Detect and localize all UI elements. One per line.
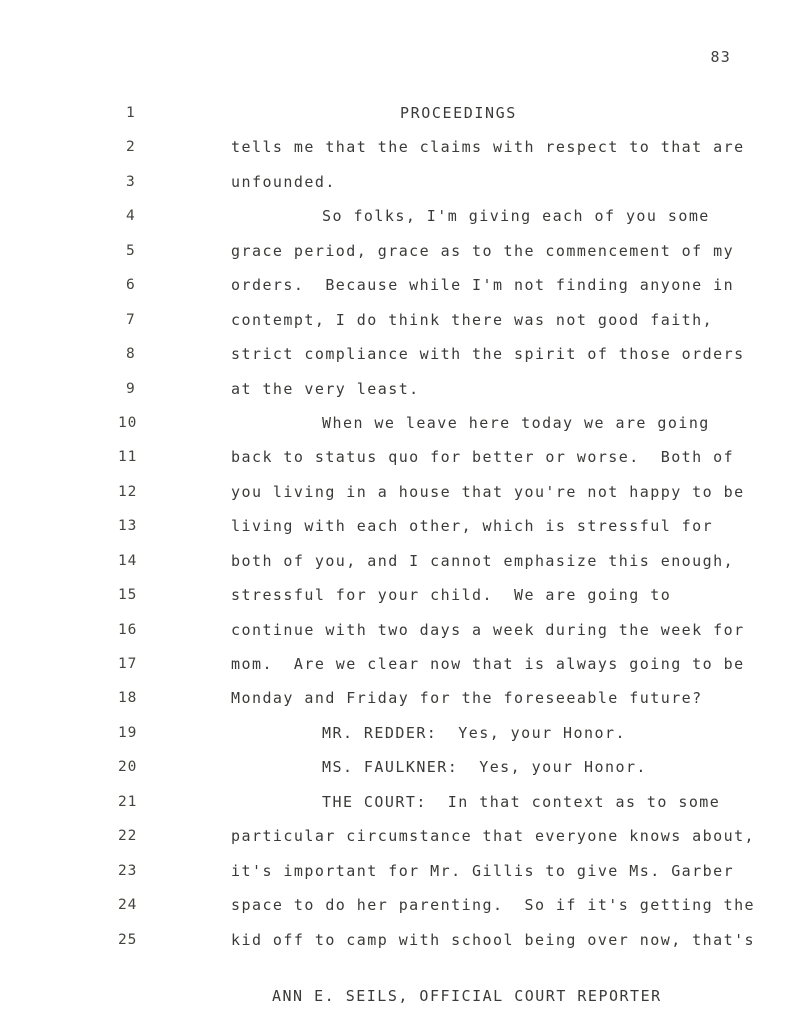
line-text: stressful for your child. We are going to xyxy=(231,586,672,605)
line-number: 9 xyxy=(126,380,136,397)
transcript-line xyxy=(0,647,791,681)
line-text: at the very least. xyxy=(231,379,420,398)
line-number: 24 xyxy=(118,897,138,914)
line-text: So folks, I'm giving each of you some xyxy=(322,207,710,226)
line-number: 18 xyxy=(118,690,138,707)
transcript-line xyxy=(0,165,791,199)
line-number: 21 xyxy=(118,793,138,810)
line-number: 12 xyxy=(118,483,138,500)
line-text: orders. Because while I'm not finding anyone in xyxy=(231,276,735,295)
line-number: 2 xyxy=(126,139,136,156)
line-number: 17 xyxy=(118,656,138,672)
line-number: 5 xyxy=(126,242,136,259)
line-number: 6 xyxy=(126,277,136,294)
line-number: 1 xyxy=(126,105,136,121)
line-text: PROCEEDINGS xyxy=(400,104,517,122)
line-text: MR. REDDER: Yes, your Honor. xyxy=(322,723,626,742)
line-number: 22 xyxy=(118,828,138,845)
line-text: you living in a house that you're not happy to be xyxy=(231,482,745,501)
line-number: 3 xyxy=(126,173,136,190)
transcript-line xyxy=(0,681,791,715)
line-text: THE COURT: In that context as to some xyxy=(322,792,721,811)
line-text: back to status quo for better or worse. Both of xyxy=(231,448,735,467)
transcript-line xyxy=(0,303,791,337)
transcript-line xyxy=(0,750,791,784)
transcript-line xyxy=(0,475,791,509)
transcript-line xyxy=(0,578,791,612)
line-text: kid off to camp with school being over now, that's xyxy=(231,930,756,949)
line-text: particular circumstance that everyone knows about, xyxy=(231,827,756,846)
line-text: unfounded. xyxy=(231,172,336,191)
line-number: 20 xyxy=(118,759,138,776)
transcript-line xyxy=(0,130,791,164)
line-text: Monday and Friday for the foreseeable future? xyxy=(231,689,703,708)
line-number: 14 xyxy=(118,552,138,569)
transcript-line xyxy=(0,199,791,233)
line-number: 19 xyxy=(118,724,138,741)
transcript-line xyxy=(0,716,791,750)
line-number: 8 xyxy=(126,346,136,363)
line-text: strict compliance with the spirit of those orders xyxy=(231,345,745,364)
transcript-line xyxy=(0,268,791,302)
line-number: 7 xyxy=(126,311,136,328)
line-number: 4 xyxy=(126,208,136,225)
line-text: it's important for Mr. Gillis to give Ms. Garber xyxy=(231,861,735,880)
transcript-body xyxy=(0,96,791,957)
line-text: MS. FAULKNER: Yes, your Honor. xyxy=(322,758,647,777)
transcript-line xyxy=(0,509,791,543)
court-reporter-footer: ANN E. SEILS, OFFICIAL COURT REPORTER xyxy=(272,987,662,1005)
transcript-line xyxy=(0,613,791,647)
line-number: 13 xyxy=(118,518,138,535)
line-text: When we leave here today we are going xyxy=(322,413,710,432)
line-text: grace period, grace as to the commencement of my xyxy=(231,241,735,260)
line-number: 16 xyxy=(118,621,138,638)
line-number: 25 xyxy=(118,931,138,948)
transcript-line xyxy=(0,440,791,474)
transcript-line xyxy=(0,854,791,888)
page-number: 83 xyxy=(710,48,731,66)
line-number: 15 xyxy=(118,587,138,604)
line-text: contempt, I do think there was not good faith, xyxy=(231,310,714,329)
line-text: mom. Are we clear now that is always going to be xyxy=(231,655,745,673)
transcript-line xyxy=(0,406,791,440)
transcript-line xyxy=(0,96,791,130)
line-text: living with each other, which is stressful for xyxy=(231,517,714,536)
line-text: continue with two days a week during the week for xyxy=(231,620,745,639)
line-number: 11 xyxy=(118,449,138,466)
line-text: space to do her parenting. So if it's getting the xyxy=(231,896,756,915)
transcript-line xyxy=(0,234,791,268)
transcript-line xyxy=(0,337,791,371)
line-text: tells me that the claims with respect to that are xyxy=(231,138,745,157)
transcript-line xyxy=(0,888,791,922)
transcript-line xyxy=(0,923,791,957)
transcript-line xyxy=(0,372,791,406)
transcript-line xyxy=(0,785,791,819)
transcript-line xyxy=(0,819,791,853)
line-number: 23 xyxy=(118,862,138,879)
transcript-line xyxy=(0,544,791,578)
line-text: both of you, and I cannot emphasize this enough, xyxy=(231,551,735,570)
line-number: 10 xyxy=(118,414,138,431)
